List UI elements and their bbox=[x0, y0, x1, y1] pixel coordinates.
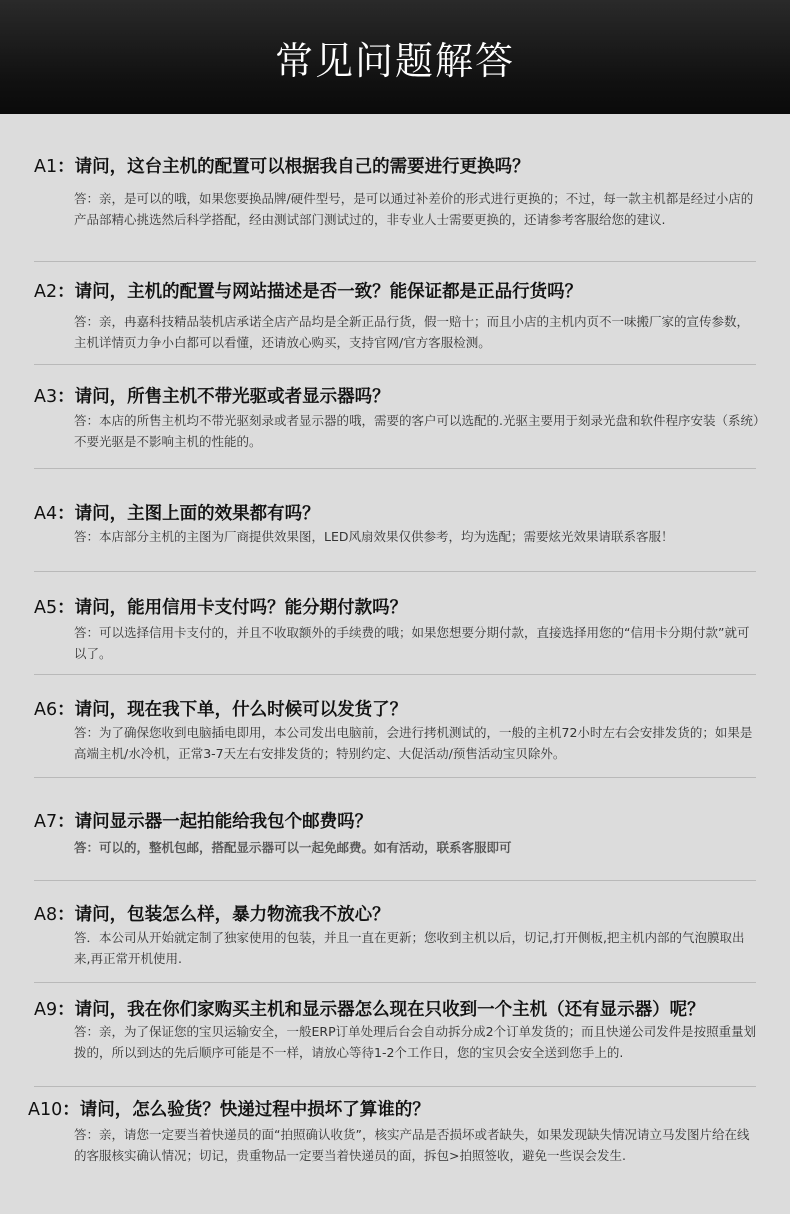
faq-question-text: 请问显示器一起拍能给我包个邮费吗？ bbox=[74, 812, 373, 832]
divider bbox=[34, 982, 756, 983]
faq-id: A7 bbox=[34, 812, 58, 832]
faq-question: A6：请问，现在我下单，什么时候可以发货了？ bbox=[34, 700, 408, 720]
divider bbox=[34, 571, 756, 572]
faq-id: A1 bbox=[34, 157, 58, 177]
faq-question-text: 请问，怎么验货？快递过程中损坏了算谁的？ bbox=[79, 1100, 430, 1120]
faq-question: A4：请问，主图上面的效果都有吗？ bbox=[34, 504, 320, 524]
faq-id: A9 bbox=[34, 1000, 58, 1020]
divider bbox=[34, 1086, 756, 1087]
faq-answer: 答：为了确保您收到电脑插电即用，本公司发出电脑前，会进行拷机测试的，一般的主机72小时左右会安排发货的；如果是高端主机/水冷机，正常3-7天左右安排发货的；特别约定、大促活动/预售活动宝贝除外。 bbox=[74, 725, 753, 761]
faq-question: A2：请问，主机的配置与网站描述是否一致？能保证都是正品行货吗？ bbox=[34, 282, 583, 302]
faq-question: A1：请问，这台主机的配置可以根据我自己的需要进行更换吗？ bbox=[34, 157, 530, 177]
faq-id: A2 bbox=[34, 282, 58, 302]
faq-answer: 答：本店部分主机的主图为厂商提供效果图，LED风扇效果仅供参考，均为选配；需要炫光效果请联系客服！ bbox=[74, 529, 674, 544]
page-title: 常见问题解答 bbox=[274, 38, 515, 83]
faq-answer: 答．本公司从开始就定制了独家使用的包装，并且一直在更新；您收到主机以后，切记,打开侧板,把主机内部的气泡膜取出来,再正常开机使用. bbox=[74, 930, 745, 966]
faq-id: A3 bbox=[34, 387, 58, 407]
faq-question-text: 请问，所售主机不带光驱或者显示器吗？ bbox=[74, 387, 390, 407]
faq-answer: 答：亲，冉嘉科技精品装机店承诺全店产品均是全新正品行货，假一赔十；而且小店的主机内页不一味搬厂家的宣传参数，主机详情页力争小白都可以看懂，还请放心购买，支持官网/官方客服检测。 bbox=[74, 314, 750, 350]
faq-question: A9：请问，我在你们家购买主机和显示器怎么现在只收到一个主机（还有显示器）呢？ bbox=[34, 1000, 705, 1020]
divider bbox=[34, 468, 756, 469]
faq-id: A4 bbox=[34, 504, 58, 524]
faq-question-text: 请问，主图上面的效果都有吗？ bbox=[74, 504, 320, 524]
faq-question: A3：请问，所售主机不带光驱或者显示器吗？ bbox=[34, 387, 390, 407]
faq-question: A8：请问，包装怎么样，暴力物流我不放心？ bbox=[34, 905, 390, 925]
faq-question-text: 请问，包装怎么样，暴力物流我不放心？ bbox=[74, 905, 390, 925]
faq-question-text: 请问，这台主机的配置可以根据我自己的需要进行更换吗？ bbox=[74, 157, 530, 177]
divider bbox=[34, 674, 756, 675]
faq-answer: 答：亲，是可以的哦，如果您要换品牌/硬件型号，是可以通过补差价的形式进行更换的；不过，每一款主机都是经过小店的产品部精心挑选然后科学搭配，经由测试部门测试过的，非专业人士需要更换的，还请参考客服给您的建议. bbox=[74, 191, 754, 227]
faq-id: A6 bbox=[34, 700, 58, 720]
faq-question: A7：请问显示器一起拍能给我包个邮费吗？ bbox=[34, 812, 373, 832]
faq-answer: 答：可以的，整机包邮，搭配显示器可以一起免邮费。如有活动，联系客服即可 bbox=[74, 840, 512, 855]
faq-id: A5 bbox=[34, 598, 58, 618]
page-header bbox=[0, 0, 790, 114]
divider bbox=[34, 777, 756, 778]
faq-question: A10：请问，怎么验货？快递过程中损坏了算谁的？ bbox=[28, 1100, 430, 1120]
faq-question-text: 请问，我在你们家购买主机和显示器怎么现在只收到一个主机（还有显示器）呢？ bbox=[74, 1000, 705, 1020]
faq-question-text: 请问，能用信用卡支付吗？能分期付款吗？ bbox=[74, 598, 408, 618]
faq-answer: 答：可以选择信用卡支付的，并且不收取额外的手续费的哦；如果您想要分期付款，直接选择用您的“信用卡分期付款”就可以了。 bbox=[74, 625, 750, 661]
faq-question-text: 请问，现在我下单，什么时候可以发货了？ bbox=[74, 700, 408, 720]
faq-answer: 答：亲，为了保证您的宝贝运输安全，一般ERP订单处理后台会自动拆分成2个订单发货的；而且快递公司发件是按照重量划拨的，所以到达的先后顺序可能是不一样，请放心等待1-2个工作日，您的宝贝会安全送到您手上的. bbox=[74, 1024, 757, 1060]
faq-answer: 答：本店的所售主机均不带光驱刻录或者显示器的哦，需要的客户可以选配的.光驱主要用于刻录光盘和软件程序安装（系统）不要光驱是不影响主机的性能的。 bbox=[74, 413, 760, 449]
divider bbox=[34, 880, 756, 881]
faq-id: A8 bbox=[34, 905, 58, 925]
divider bbox=[34, 364, 756, 365]
faq-question-text: 请问，主机的配置与网站描述是否一致？能保证都是正品行货吗？ bbox=[74, 282, 583, 302]
faq-answer: 答：亲，请您一定要当着快递员的面“拍照确认收货”，核实产品是否损坏或者缺失，如果发现缺失情况请立马发图片给在线的客服核实确认情况；切记，贵重物品一定要当着快递员的面，拆包>拍照签收，避免一些误会发生. bbox=[74, 1127, 750, 1163]
faq-question: A5：请问，能用信用卡支付吗？能分期付款吗？ bbox=[34, 598, 408, 618]
faq-id: A10 bbox=[28, 1100, 63, 1120]
divider bbox=[34, 261, 756, 262]
